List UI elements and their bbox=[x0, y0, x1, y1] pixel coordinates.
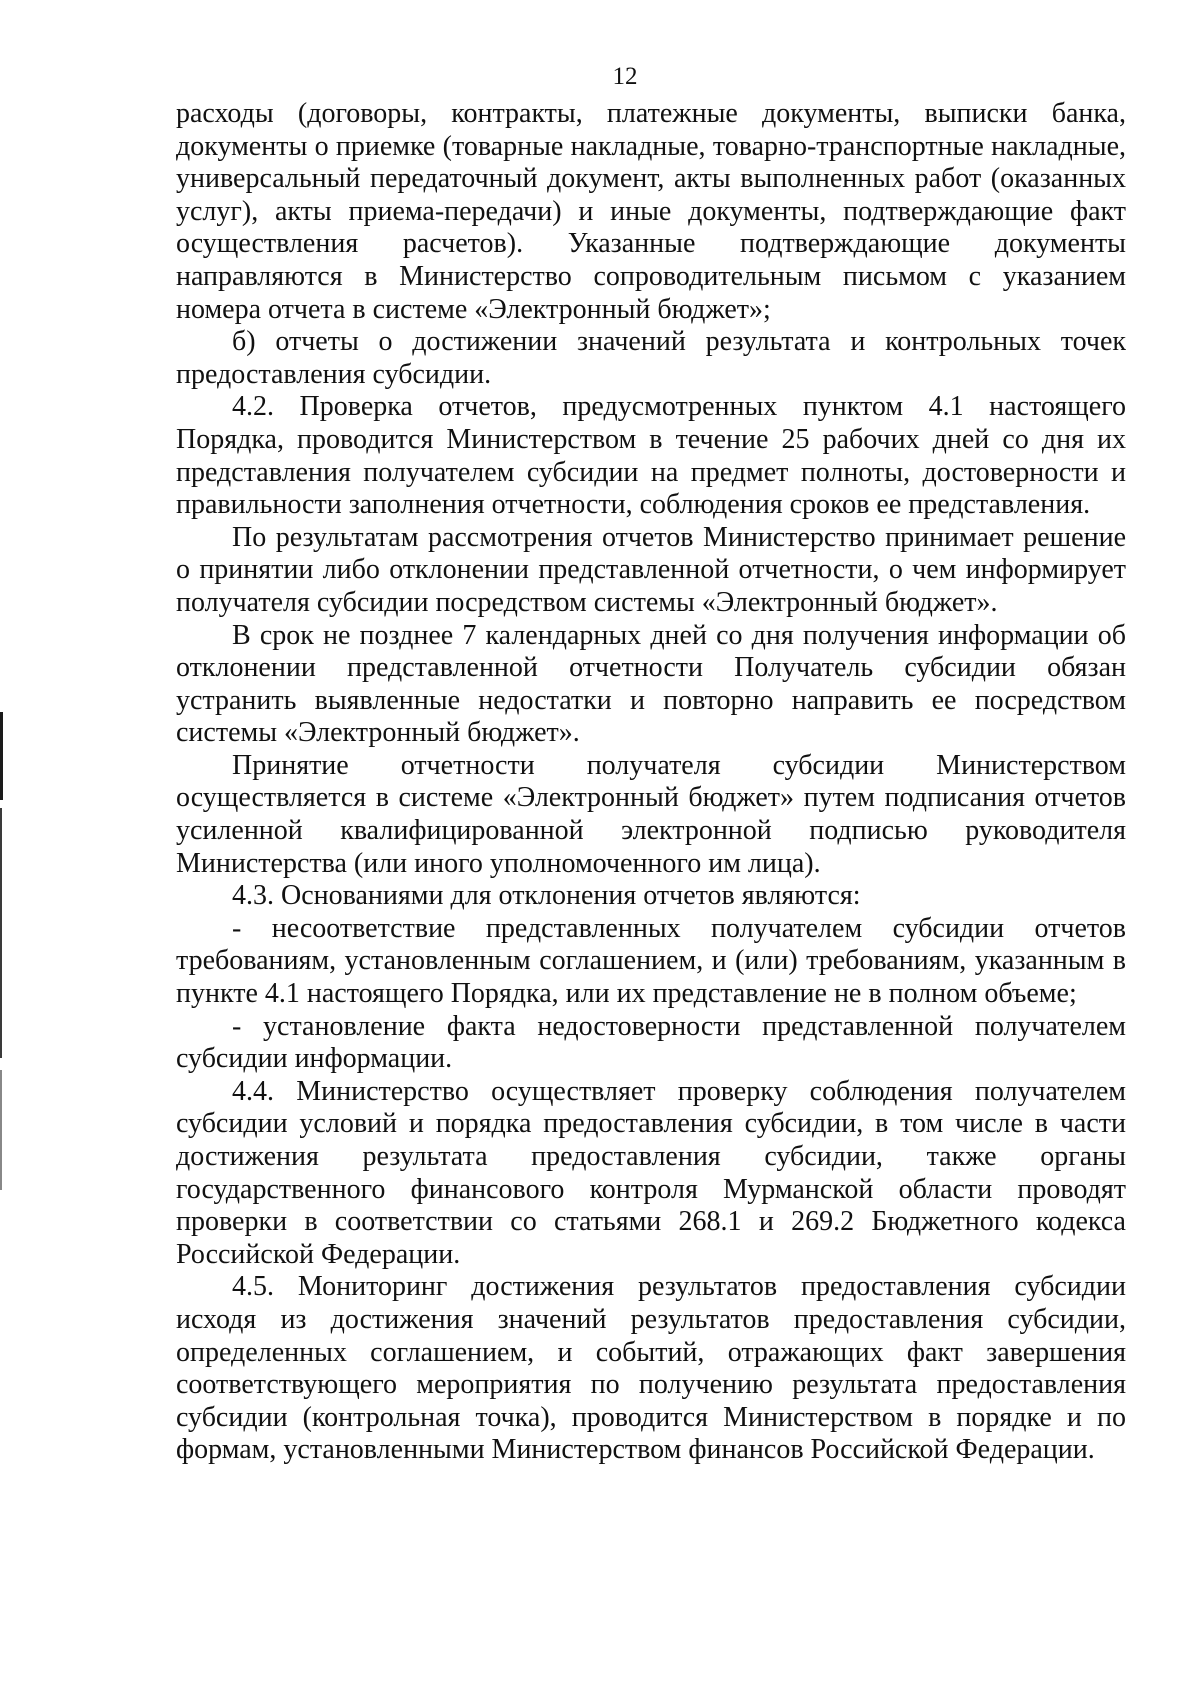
scan-edge-mark bbox=[0, 712, 3, 800]
paragraph-deadline: В срок не позднее 7 календарных дней со дня получения информации об отклонении представленной отчетности Получатель субсидии обязан устранить выявленные недостатки и повторно направить ее посредством системы «Электронный бюджет». bbox=[176, 619, 1126, 749]
scan-edge-mark bbox=[0, 808, 2, 1058]
paragraph-4-2: 4.2. Проверка отчетов, предусмотренных пунктом 4.1 настоящего Порядка, проводится Министерством в течение 25 рабочих дней со дня их представления получателем субсидии на предмет полноты, достоверности и правильности заполнения отчетности, соблюдения сроков ее представления. bbox=[176, 391, 1126, 521]
scan-edge-mark bbox=[0, 1070, 2, 1190]
paragraph-4-5: 4.5. Мониторинг достижения результатов предоставления субсидии исходя из достижения значений результатов предоставления субсидии, определенных соглашением, и событий, отражающих факт завершения соответствующего мероприятия по получению результата предоставления субсидии (контрольная точка), проводится Министерством в порядке и по формам, установленными Министерством финансов Российской Федерации. bbox=[176, 1271, 1126, 1466]
paragraph-4-3: 4.3. Основаниями для отклонения отчетов являются: bbox=[232, 880, 861, 912]
list-item-unreliability: - установление факта недостоверности представленной получателем субсидии информации. bbox=[176, 1010, 1126, 1075]
paragraph-item-b: б) отчеты о достижении значений результата и контрольных точек предоставления субсидии. bbox=[176, 326, 1126, 390]
paragraph-review-results: По результатам рассмотрения отчетов Министерство принимает решение о принятии либо отклонении представленной отчетности, о чем информирует получателя субсидии посредством системы «Электронный бюджет». bbox=[176, 521, 1126, 618]
list-item-nonconformity: - несоответствие представленных получателем субсидии отчетов требованиям, установленным соглашением, и (или) требованиям, указанным в пункте 4.1 настоящего Порядка, или их представление не в полном объеме; bbox=[176, 912, 1126, 1010]
paragraph-expenses-continued: расходы (договоры, контракты, платежные документы, выписки банка, документы о приемке (товарные накладные, товарно-транспортные накладные, универсальный передаточный документ, акты выполненных работ (оказанных услуг), акты приема-передачи) и иные документы, подтверждающие факт осуществления расчетов). Указанные подтверждающие документы направляются в Министерство сопроводительным письмом с указанием номера отчета в системе «Электронный бюджет»; bbox=[176, 98, 1126, 325]
document-body bbox=[176, 98, 1126, 1467]
paragraph-4-4: 4.4. Министерство осуществляет проверку соблюдения получателем субсидии условий и порядка предоставления субсидии, в том числе в части достижения результата предоставления субсидии, также органы государственного финансового контроля Мурманской области проводят проверки в соответствии со статьями 268.1 и 269.2 Бюджетного кодекса Российской Федерации. bbox=[176, 1075, 1126, 1270]
paragraph-acceptance: Принятие отчетности получателя субсидии Министерством осуществляется в системе «Электронный бюджет» путем подписания отчетов усиленной квалифицированной электронной подписью руководителя Министерства (или иного уполномоченного им лица). bbox=[176, 749, 1126, 879]
page-number: 12 bbox=[612, 63, 638, 90]
